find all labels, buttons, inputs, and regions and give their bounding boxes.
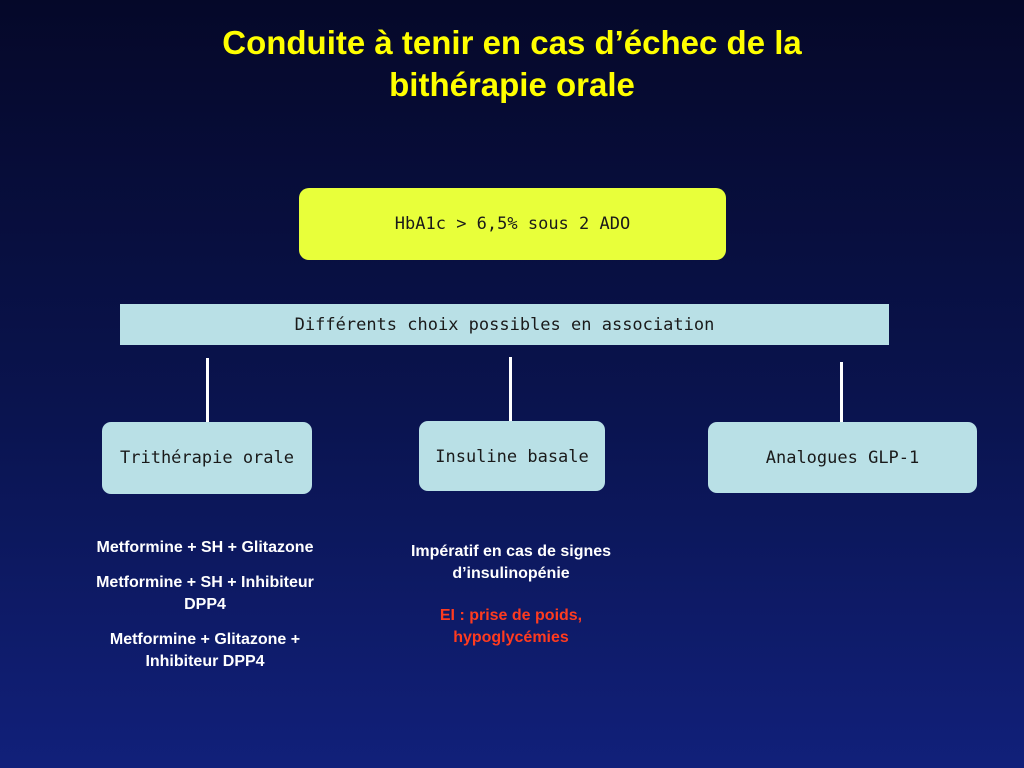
- tritherapy-combo-1: Metformine + SH + Glitazone: [96, 539, 314, 556]
- insulin-indication: Impératif en cas de signes d’insulinopénie: [410, 543, 612, 582]
- option-glp1-box: Analogues GLP-1: [708, 422, 977, 493]
- option-tritherapy-box: Trithérapie orale: [102, 422, 312, 494]
- option-insulin-box: Insuline basale: [419, 421, 605, 491]
- title-line-2: bithérapie orale: [389, 66, 635, 103]
- connector-line-tritherapy: [206, 358, 209, 422]
- title-line-1: Conduite à tenir en cas d’échec de la: [222, 24, 802, 61]
- tritherapy-combo-2: Metformine + SH + Inhibiteur DPP4: [96, 574, 314, 613]
- slide-title: [112, 22, 912, 106]
- connector-line-insulin: [509, 357, 512, 421]
- start-condition-box: HbA1c > 6,5% sous 2 ADO: [299, 188, 726, 260]
- insulin-notes: [405, 541, 617, 649]
- association-bar: Différents choix possibles en association: [120, 304, 889, 345]
- tritherapy-combo-3: Metformine + Glitazone + Inhibiteur DPP4: [109, 631, 301, 670]
- tritherapy-notes: [90, 537, 320, 686]
- connector-line-glp1: [840, 362, 843, 422]
- insulin-side-effects: EI : prise de poids, hypoglycémies: [439, 607, 583, 646]
